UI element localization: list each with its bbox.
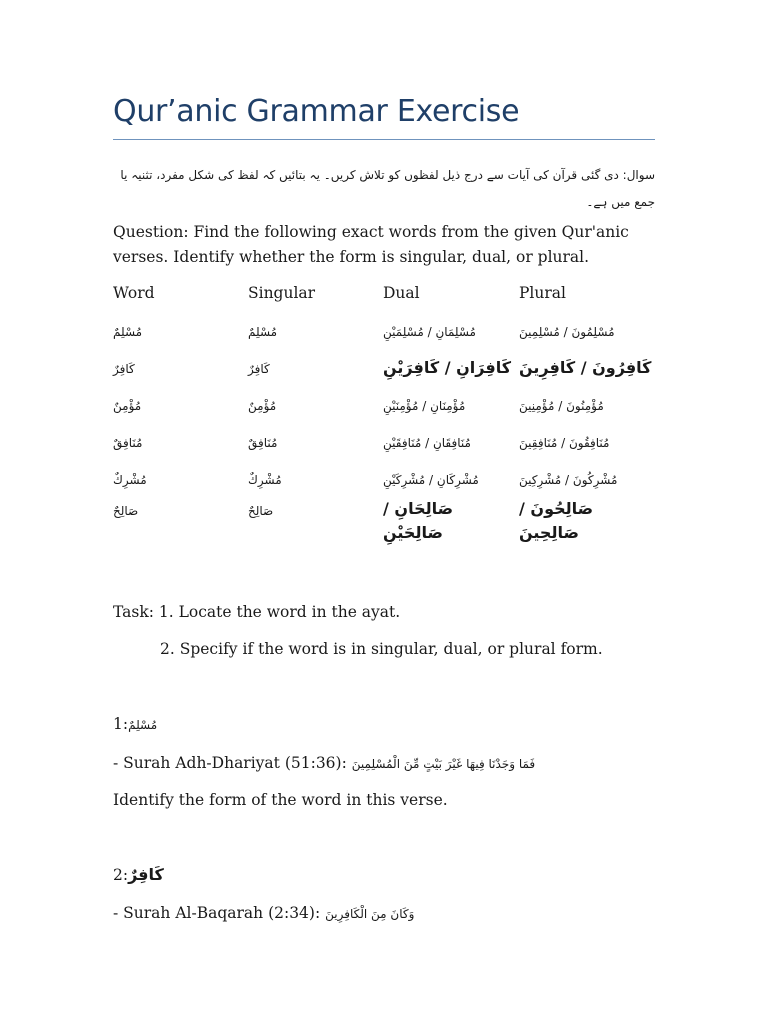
singular-cell: مُؤْمِنٌ <box>248 398 277 413</box>
singular-cell: كَافِرٌ <box>248 361 270 376</box>
word-cell: مُسْلِمٌ <box>113 324 143 339</box>
header-dual: Dual <box>383 284 420 302</box>
question-1-verse-text: فَمَا وَجَدْنَا فِيهَا غَيْرَ بَيْتٍ مِّنَ الْمُسْلِمِينَ <box>351 757 536 771</box>
singular-cell: مُنَافِقٌ <box>248 435 278 450</box>
word-cell: مُشْرِكٌ <box>113 472 147 487</box>
question-2-verse <box>113 901 673 927</box>
plural-cell: مُسْلِمُونَ / مُسْلِمِينَ <box>519 324 615 339</box>
word-cell: مُؤْمِنٌ <box>113 398 142 413</box>
question-1-number: 1: <box>113 715 129 733</box>
question-1-word: مُسْلِمٌ <box>128 718 158 732</box>
dual-cell: كَافِرَانِ / كَافِرَيْنِ <box>383 358 512 377</box>
header-plural: Plural <box>519 284 566 302</box>
dual-cell: مُشْرِكَانِ / مُشْرِكَيْنِ <box>383 472 479 487</box>
plural-cell: صَالِحُونَ / صَالِحِينَ <box>519 499 594 542</box>
table-row <box>113 349 655 386</box>
question-1-heading <box>113 712 673 738</box>
dual-cell: مُؤْمِنَانِ / مُؤْمِنَيْنِ <box>383 398 466 413</box>
header-word: Word <box>113 284 155 302</box>
question-2-heading <box>113 862 673 888</box>
dual-cell: صَالِحَانِ / صَالِحَيْنِ <box>383 499 454 542</box>
table-row <box>113 423 655 460</box>
word-cell: كَافِرٌ <box>113 361 135 376</box>
table-header-row <box>113 280 655 312</box>
plural-cell: مُؤْمِنُونَ / مُؤْمِنِينَ <box>519 398 604 413</box>
plural-cell: كَافِرُونَ / كَافِرِينَ <box>519 358 652 377</box>
dual-cell: مُسْلِمَانِ / مُسْلِمَيْنِ <box>383 324 476 339</box>
singular-cell: مُسْلِمٌ <box>248 324 278 339</box>
question-2-number: 2: <box>113 866 129 884</box>
title-underline <box>113 139 655 140</box>
table-row <box>113 312 655 349</box>
table-row <box>113 497 655 549</box>
urdu-instruction: سوال: دی گئی قرآن کی آیات سے درج ذیل لفظوں کو تلاش کریں۔ یہ بتائیں کہ لفظ کی شکل مفرد، تثنیہ یا جمع میں ہے۔ <box>120 168 655 209</box>
table-row <box>113 460 655 497</box>
word-forms-table <box>113 280 655 549</box>
task-line-2: 2. Specify if the word is in singular, dual, or plural form. <box>160 640 603 658</box>
document-title: Qur’anic Grammar Exercise <box>113 94 520 129</box>
question-text: Question: Find the following exact words from the given Qur'anic verses. Identify whether the form is singular, dual, or plural. <box>113 223 629 266</box>
question-2-verse-ref: - Surah Al-Baqarah (2:34): <box>113 904 326 922</box>
question-2-word: كَافِرٌ <box>128 865 164 884</box>
question-1-verse-ref: - Surah Adh-Dhariyat (51:36): <box>113 754 352 772</box>
task-line-1: Task: 1. Locate the word in the ayat. <box>113 603 401 621</box>
question-2-verse-text: وَكَانَ مِنَ الْكَافِرِينَ <box>325 907 415 921</box>
header-singular: Singular <box>248 284 316 302</box>
table-row <box>113 386 655 423</box>
singular-cell: مُشْرِكٌ <box>248 472 282 487</box>
plural-cell: مُنَافِقُونَ / مُنَافِقِينَ <box>519 435 610 450</box>
plural-cell: مُشْرِكُونَ / مُشْرِكِينَ <box>519 472 618 487</box>
dual-cell: مُنَافِقَانِ / مُنَافِقَيْنِ <box>383 435 471 450</box>
word-cell: مُنَافِقٌ <box>113 435 143 450</box>
question-1-identify: Identify the form of the word in this verse. <box>113 791 448 809</box>
singular-cell: صَالِحٌ <box>248 504 274 518</box>
question-1-verse <box>113 751 673 777</box>
word-cell: صَالِحٌ <box>113 504 139 518</box>
